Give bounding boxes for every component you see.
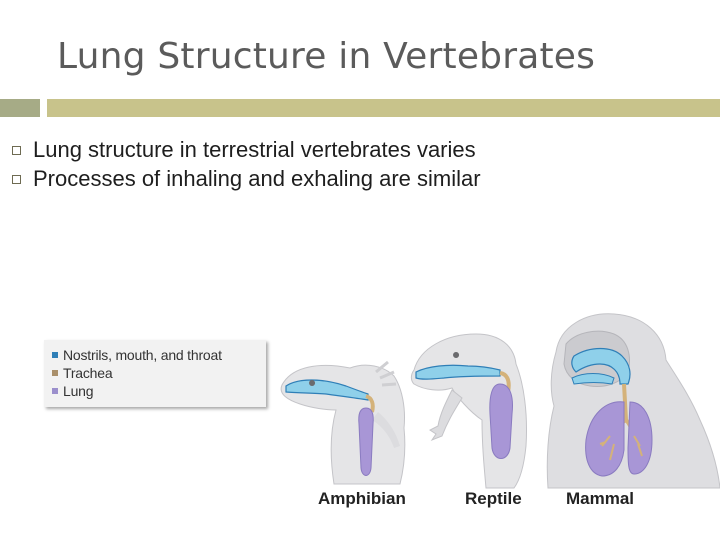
title-underline-right <box>47 99 720 117</box>
legend-item-airway <box>44 346 266 364</box>
legend-swatch-lung <box>52 388 58 394</box>
reptile-eye <box>453 352 459 358</box>
legend-swatch-airway <box>52 352 58 358</box>
legend-label: Trachea <box>63 365 113 381</box>
amphibian-lung <box>359 408 373 476</box>
caption-reptile: Reptile <box>465 489 522 508</box>
bullet-item <box>9 165 481 193</box>
amphibian-figure <box>281 362 405 484</box>
amphibian-eye <box>309 380 315 386</box>
caption-mammal: Mammal <box>566 489 635 508</box>
reptile-front-leg <box>430 390 462 440</box>
legend-item-lung <box>44 382 266 400</box>
caption-amphibian: Amphibian <box>318 489 406 508</box>
legend-item-trachea <box>44 364 266 382</box>
square-bullet-icon <box>12 175 21 184</box>
legend-swatch-trachea <box>52 370 58 376</box>
mammal-figure <box>547 314 720 488</box>
bullet-item <box>9 136 481 164</box>
legend-label: Nostrils, mouth, and throat <box>63 347 222 363</box>
bullet-text: Processes of inhaling and exhaling are similar <box>33 166 481 191</box>
mammal-airway-lower <box>572 374 614 385</box>
square-bullet-icon <box>12 146 21 155</box>
bullet-list <box>9 136 481 194</box>
diagram-legend <box>44 340 266 407</box>
slide-title: Lung Structure in Vertebrates <box>57 36 596 77</box>
reptile-lung <box>490 384 513 459</box>
reptile-figure <box>411 334 526 488</box>
legend-label: Lung <box>63 383 94 399</box>
title-underline-left <box>0 99 40 117</box>
bullet-text: Lung structure in terrestrial vertebrates varies <box>33 137 476 162</box>
